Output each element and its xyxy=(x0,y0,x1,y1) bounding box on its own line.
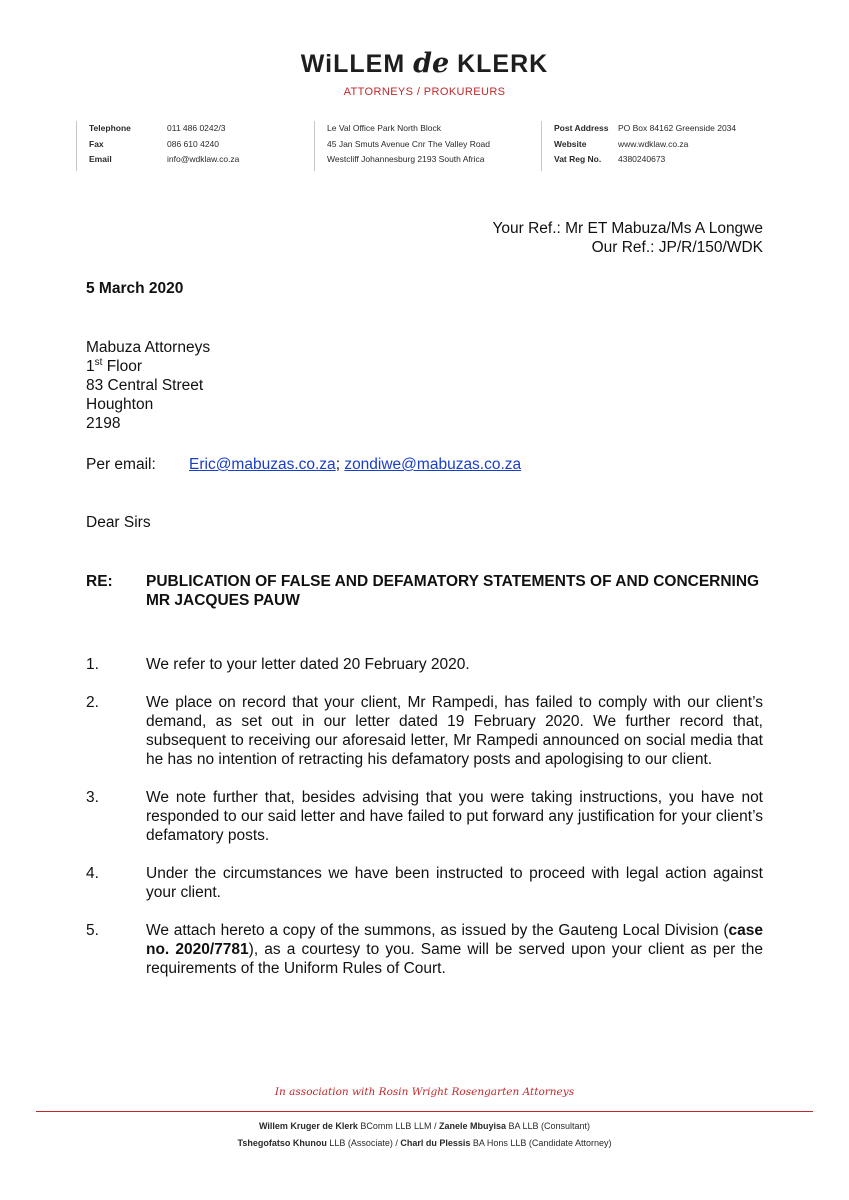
contact-details xyxy=(76,121,239,171)
paragraph-item: 1. We refer to your letter dated 20 February 2020. xyxy=(86,656,470,673)
postal-row: Vat Reg No. 4380240673 xyxy=(554,154,666,164)
contact-row: Fax 086 610 4240 xyxy=(89,138,219,149)
letter-date: 5 March 2020 xyxy=(86,280,184,297)
paragraph-item: 3. We note further that, besides advising that you were taking instructions, you have not responded to our said letter and have failed to put forward any justification for your client’s defamatory posts. xyxy=(86,789,763,844)
case-number: case no. 2020/7781 xyxy=(146,922,763,958)
footer-staff-line: Tshegofatso Khunou LLB (Associate) / Charl du Plessis BA Hons LLB (Candidate Attorney) xyxy=(237,1138,612,1148)
firm-tagline: ATTORNEYS / PROKUREURS xyxy=(343,86,506,98)
physical-address xyxy=(314,121,490,171)
recipient-address: Mabuza Attorneys 1st Floor 83 Central Street Houghton 2198 xyxy=(86,339,211,432)
address-line: 45 Jan Smuts Avenue Cnr The Valley Road xyxy=(327,138,491,149)
postal-row: Post Address PO Box 84162 Greenside 2034 xyxy=(554,123,737,133)
footer-divider xyxy=(36,1111,813,1112)
our-ref: Our Ref.: JP/R/150/WDK xyxy=(591,239,763,256)
your-ref: Your Ref.: Mr ET Mabuza/Ms A Longwe xyxy=(492,220,763,237)
email-link-eric[interactable]: Eric@mabuzas.co.za xyxy=(189,456,336,473)
references xyxy=(492,219,763,257)
postal-row: Website www.wdklaw.co.za xyxy=(554,138,689,149)
paragraph-item: 5. We attach hereto a copy of the summons, as issued by the Gauteng Local Division (case no. 2020/7781), as a courtesy to you. Same will be served upon your client as per the requirements of the Uniform Rules of Court. xyxy=(86,922,763,977)
per-email: Per email: Eric@mabuzas.co.za; zondiwe@mabuzas.co.za xyxy=(86,456,522,473)
footer-staff-line: Willem Kruger de Klerk BComm LLB LLM / Zanele Mbuyisa BA LLB (Consultant) xyxy=(258,1121,591,1131)
letter-paragraphs xyxy=(86,655,763,997)
salutation: Dear Sirs xyxy=(86,514,151,531)
address-line: Le Val Office Park North Block xyxy=(327,123,442,133)
contact-row: Telephone 011 486 0242/3 xyxy=(89,123,226,133)
address-line: Westcliff Johannesburg 2193 South Africa xyxy=(327,154,485,164)
paragraph-item: 2. We place on record that your client, Mr Rampedi, has failed to comply with our client’s demand, as set out in our letter dated 19 February 2020. We further record that, subsequent to receiving our aforesaid letter, Mr Rampedi announced on social media that he has no intention of retracting his defamatory posts and apologising to our client. xyxy=(86,694,763,768)
email-link-zondiwe[interactable]: zondiwe@mabuzas.co.za xyxy=(344,456,522,473)
contact-row: Email info@wdklaw.co.za xyxy=(89,154,240,164)
postal-details xyxy=(541,121,736,171)
paragraph-item: 4. Under the circumstances we have been instructed to proceed with legal action against your client. xyxy=(86,865,763,901)
firm-logo: WiLLEM de KLERK xyxy=(300,48,549,79)
footer-association: In association with Rosin Wright Rosengarten Attorneys xyxy=(274,1086,575,1098)
